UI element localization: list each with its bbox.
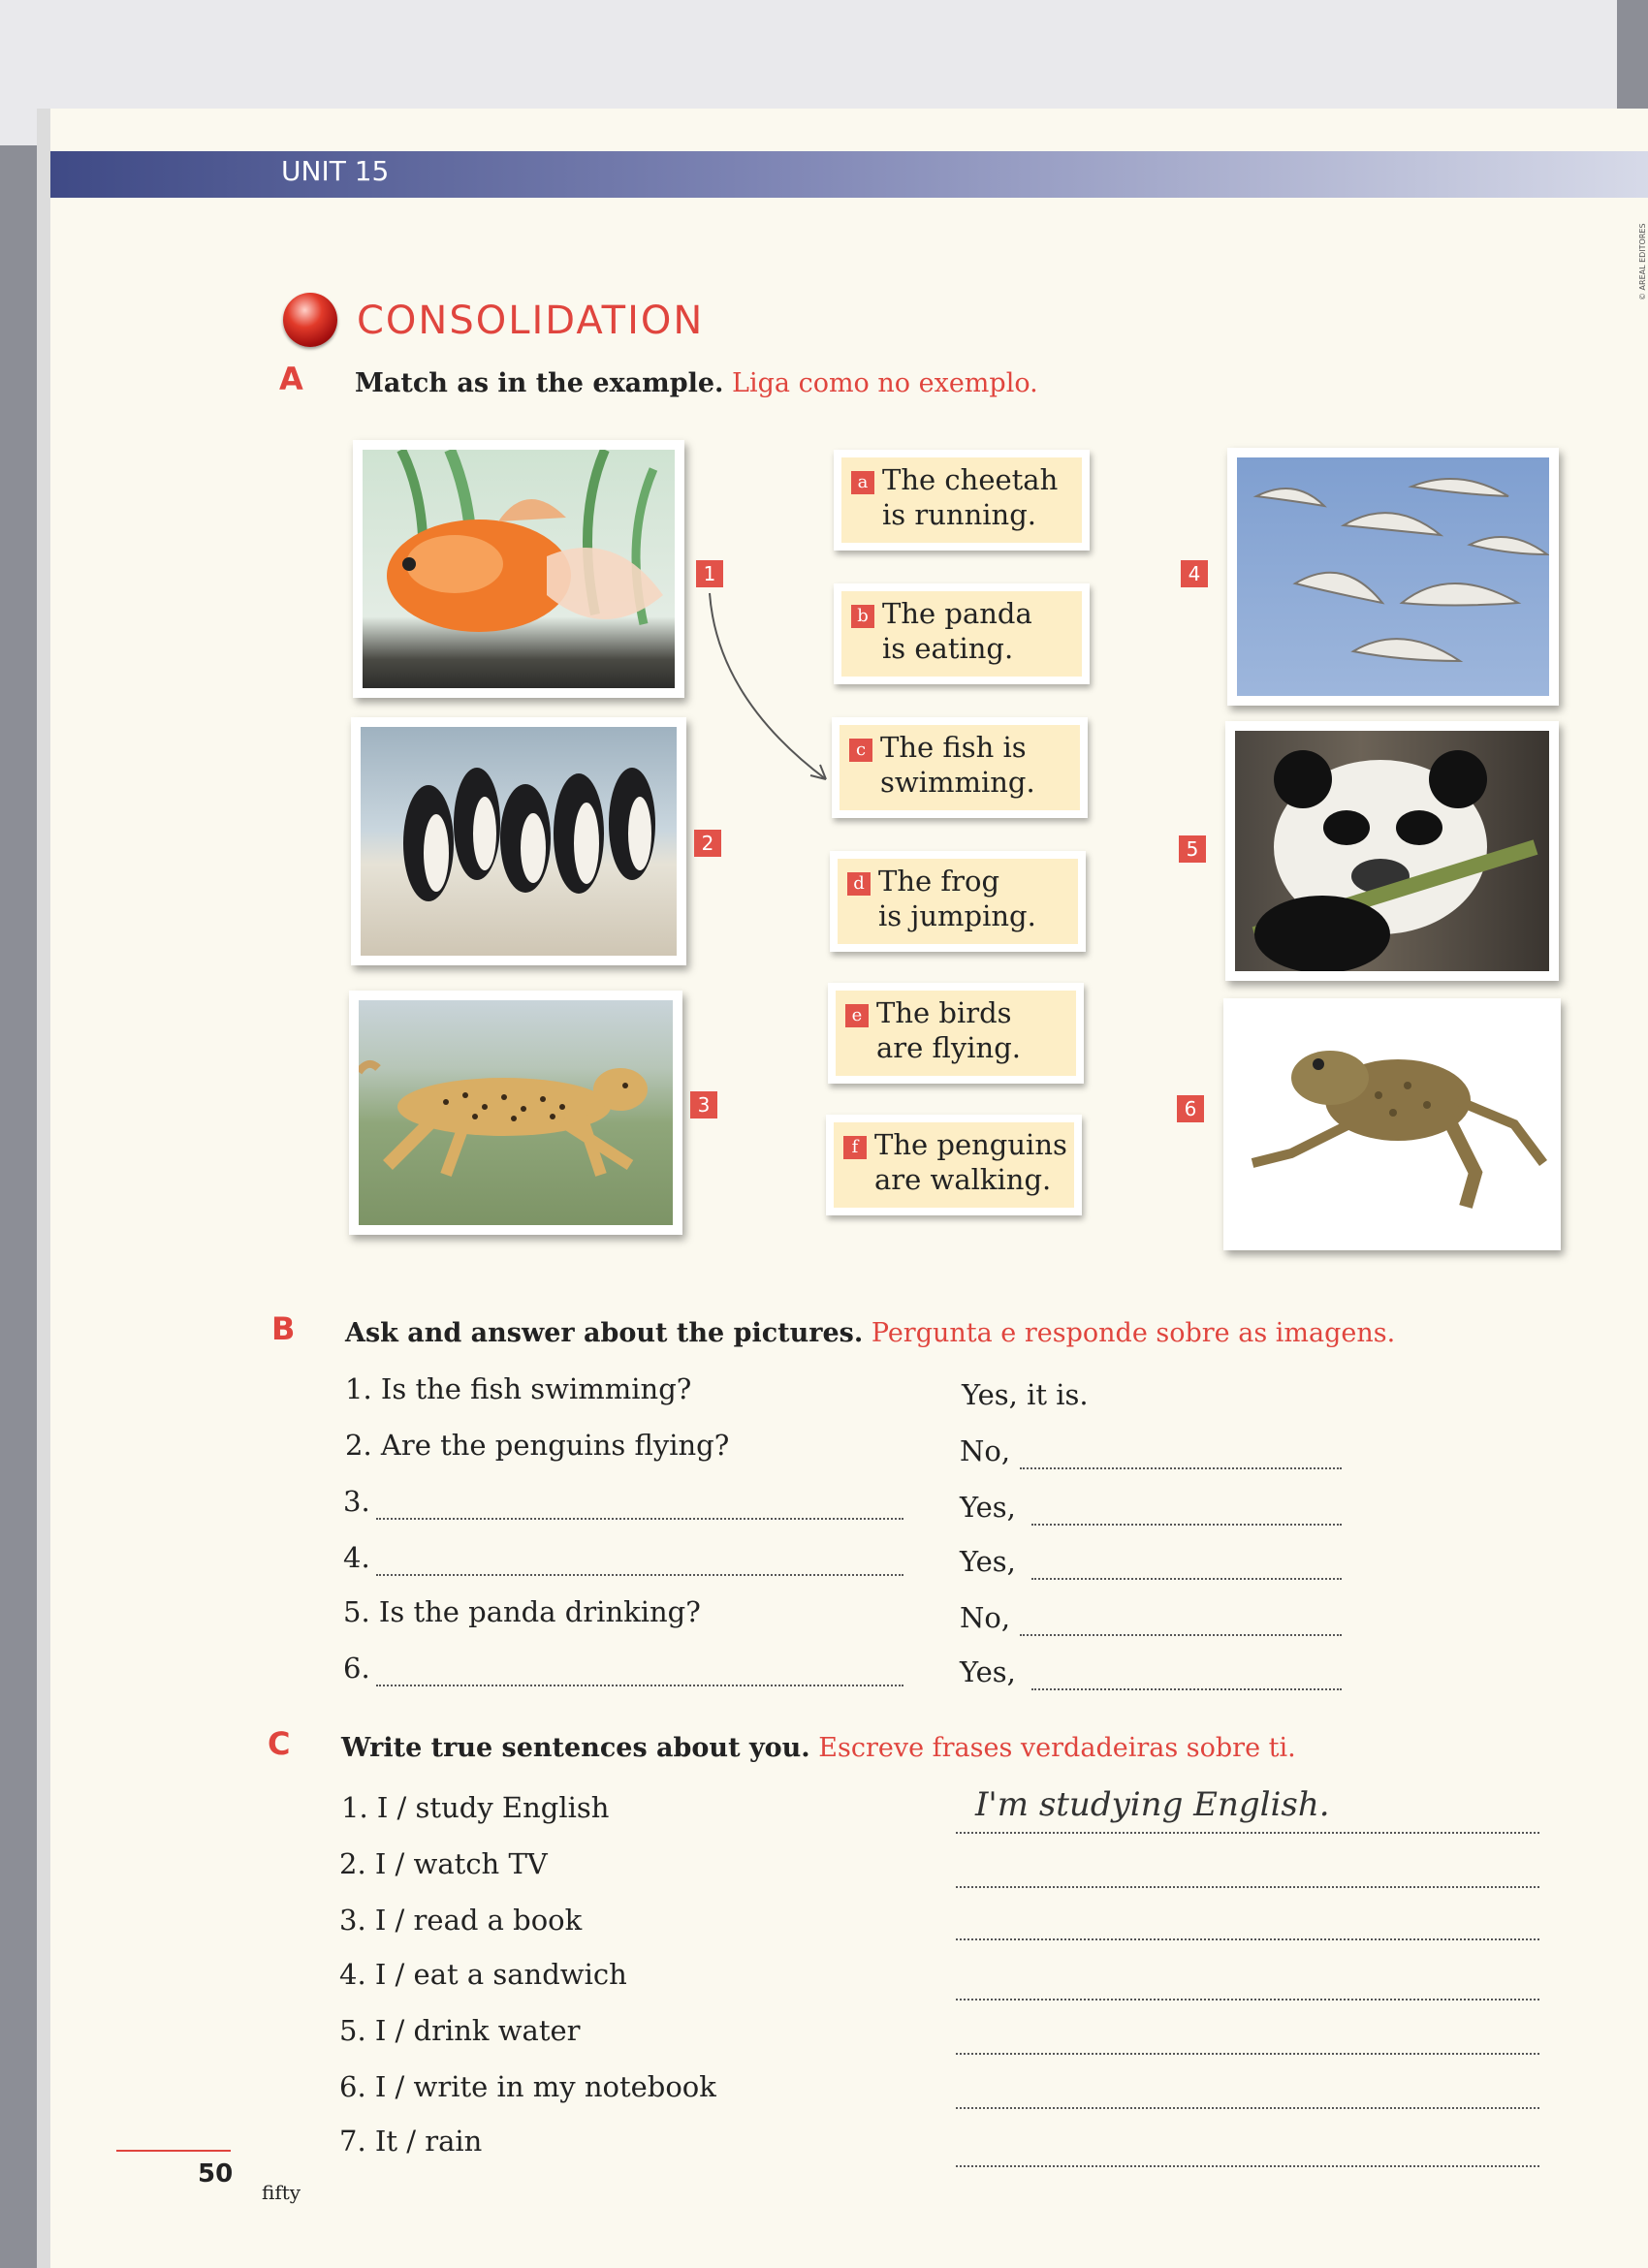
- goldfish-image: [363, 450, 675, 688]
- photo-cheetah: [349, 991, 682, 1235]
- answer-2-blank[interactable]: [1020, 1467, 1342, 1469]
- picture-number-5: 5: [1179, 835, 1206, 863]
- photo-penguins: [351, 717, 686, 965]
- answer-2: No,: [960, 1434, 1011, 1467]
- card-d-line1: The frog: [878, 865, 1000, 898]
- card-b-line2: is eating.: [882, 632, 1014, 665]
- picture-number-4: 4: [1181, 560, 1208, 587]
- question-2: 2. Are the penguins flying?: [345, 1429, 730, 1462]
- penguins-image: [361, 727, 677, 956]
- picture-number-3: 3: [690, 1091, 717, 1118]
- example-match-arrow: [698, 582, 843, 795]
- photo-birds: [1227, 448, 1559, 706]
- exercise-b-instruction-pt: Pergunta e responde sobre as imagens.: [871, 1318, 1396, 1348]
- prompt-4: 4. I / eat a sandwich: [339, 1958, 627, 1991]
- cheetah-image: [359, 1000, 673, 1225]
- card-letter-f: f: [843, 1136, 867, 1159]
- question-6-blank[interactable]: [376, 1685, 903, 1686]
- card-a-line1: The cheetah: [882, 463, 1059, 496]
- prompt-6: 6. I / write in my notebook: [339, 2070, 716, 2103]
- exercise-c-instruction-en: Write true sentences about you.: [341, 1733, 810, 1763]
- question-1: 1. Is the fish swimming?: [345, 1372, 692, 1405]
- prompt-6-blank[interactable]: [956, 2107, 1539, 2109]
- section-bullet-icon: [283, 293, 337, 347]
- prompt-4-blank[interactable]: [956, 1999, 1539, 2000]
- goldfish-illustration: [363, 450, 675, 688]
- section-title: CONSOLIDATION: [357, 299, 705, 343]
- panda-illustration: [1235, 731, 1549, 971]
- answer-4: Yes,: [960, 1545, 1016, 1578]
- prompt-5: 5. I / drink water: [339, 2014, 581, 2047]
- card-e-line2: are flying.: [876, 1031, 1021, 1064]
- prompt-5-blank[interactable]: [956, 2053, 1539, 2055]
- exercise-a-instruction: [355, 368, 1038, 398]
- card-letter-b: b: [851, 605, 874, 628]
- cheetah-illustration: [359, 1000, 673, 1225]
- question-6: 6.: [343, 1652, 370, 1685]
- sentence-card-e: [828, 983, 1084, 1084]
- card-letter-e: e: [845, 1004, 869, 1027]
- question-4-blank[interactable]: [376, 1574, 903, 1576]
- photo-goldfish: [353, 440, 684, 698]
- exercise-c-instruction-pt: Escreve frases verdadeiras sobre ti.: [818, 1733, 1296, 1763]
- exercise-b-letter: B: [271, 1310, 296, 1347]
- prompt-7-blank[interactable]: [956, 2165, 1539, 2167]
- card-a-line2: is running.: [882, 498, 1037, 531]
- footer-accent-line: [116, 2150, 231, 2152]
- card-letter-a: a: [851, 471, 874, 494]
- exercise-a-letter: A: [279, 361, 303, 397]
- prompt-2: 2. I / watch TV: [339, 1847, 548, 1880]
- answer-6-blank[interactable]: [1031, 1688, 1342, 1690]
- page-number-word: fifty: [262, 2181, 301, 2204]
- card-letter-c: c: [849, 739, 872, 762]
- answer-6: Yes,: [960, 1655, 1016, 1688]
- card-b-line1: The panda: [882, 597, 1032, 630]
- frog-illustration: [1233, 1008, 1551, 1241]
- birds-image: [1237, 457, 1549, 696]
- prompt-1-blank[interactable]: [956, 1832, 1539, 1834]
- answer-5: No,: [960, 1601, 1011, 1634]
- exercise-b-instruction: [345, 1318, 1395, 1348]
- picture-number-2: 2: [694, 830, 721, 857]
- prompt-3-blank[interactable]: [956, 1938, 1539, 1940]
- sentence-card-c: [832, 717, 1088, 818]
- example-answer: I'm studying English.: [975, 1785, 1330, 1824]
- sentence-card-b: [834, 583, 1090, 684]
- card-d-line2: is jumping.: [878, 899, 1036, 932]
- card-c-line2: swimming.: [880, 766, 1035, 799]
- question-3: 3.: [343, 1485, 370, 1518]
- question-4: 4.: [343, 1541, 370, 1574]
- exercise-c-instruction: [341, 1733, 1296, 1763]
- card-f-line2: are walking.: [874, 1163, 1052, 1196]
- exercise-b-instruction-en: Ask and answer about the pictures.: [345, 1318, 864, 1348]
- card-c-line1: The fish is: [880, 731, 1027, 764]
- page-number: 50: [198, 2159, 234, 2189]
- sentence-card-f: [826, 1115, 1082, 1215]
- card-letter-d: d: [847, 872, 871, 896]
- unit-label: UNIT 15: [281, 155, 390, 187]
- question-3-blank[interactable]: [376, 1518, 903, 1520]
- photo-panda: [1225, 721, 1559, 981]
- answer-3: Yes,: [960, 1491, 1016, 1524]
- picture-number-1: 1: [696, 560, 723, 587]
- frog-image: [1233, 1008, 1551, 1241]
- photo-frog: [1223, 998, 1561, 1250]
- question-5: 5. Is the panda drinking?: [343, 1595, 701, 1628]
- prompt-2-blank[interactable]: [956, 1886, 1539, 1888]
- answer-3-blank[interactable]: [1031, 1524, 1342, 1526]
- answer-4-blank[interactable]: [1031, 1578, 1342, 1580]
- prompt-7: 7. It / rain: [339, 2125, 483, 2158]
- card-f-line1: The penguins: [874, 1128, 1067, 1161]
- card-e-line1: The birds: [876, 996, 1012, 1029]
- sentence-card-d: [830, 851, 1086, 952]
- birds-illustration: [1237, 457, 1549, 696]
- exercise-a-instruction-en: Match as in the example.: [355, 368, 724, 398]
- answer-1: Yes, it is.: [962, 1378, 1089, 1411]
- sentence-card-a: [834, 450, 1090, 551]
- panda-image: [1235, 731, 1549, 971]
- prompt-1: 1. I / study English: [341, 1791, 610, 1824]
- penguins-illustration: [361, 727, 677, 956]
- picture-number-6: 6: [1177, 1095, 1204, 1122]
- answer-5-blank[interactable]: [1020, 1634, 1342, 1636]
- exercise-a-instruction-pt: Liga como no exemplo.: [732, 368, 1038, 398]
- exercise-c-letter: C: [268, 1725, 291, 1762]
- prompt-3: 3. I / read a book: [339, 1904, 583, 1937]
- publisher-credit: © AREAL EDITORES: [1638, 223, 1647, 300]
